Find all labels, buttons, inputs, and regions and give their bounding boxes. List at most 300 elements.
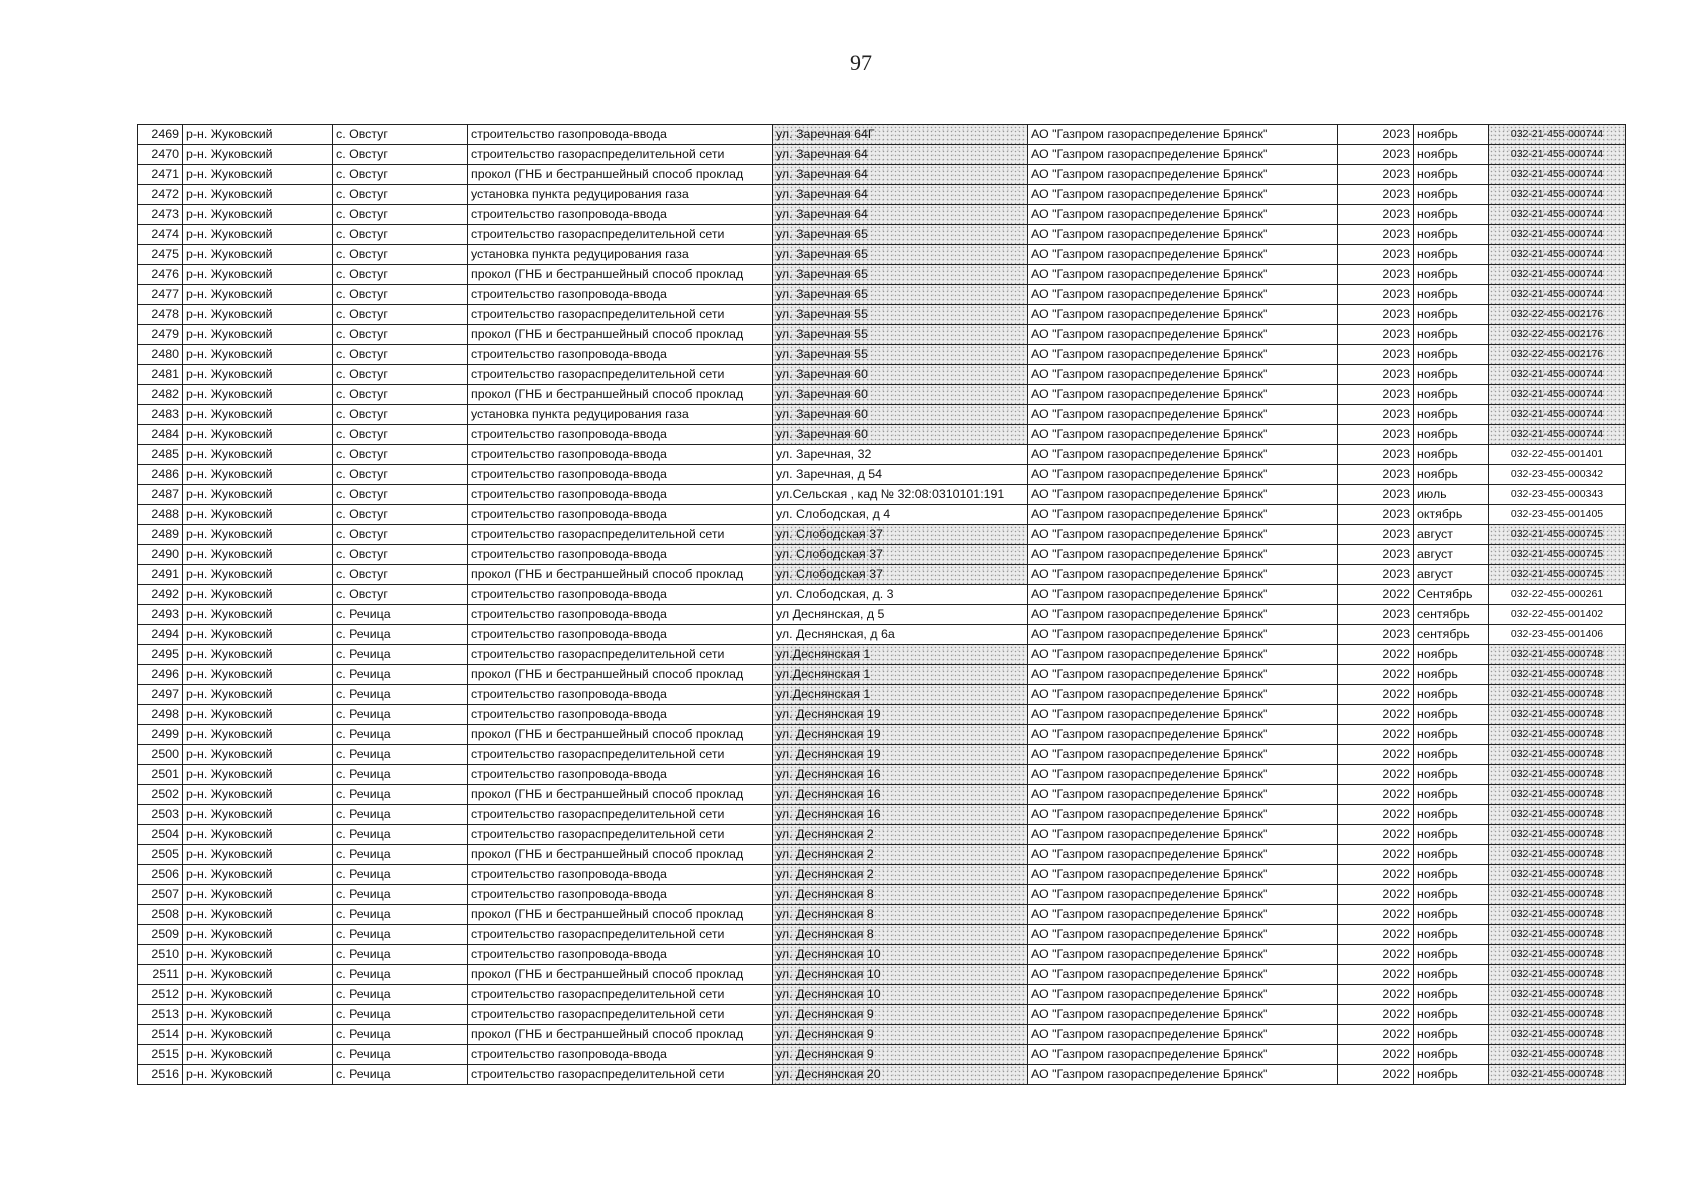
address-cell: ул. Заречная, 32 [773, 445, 1028, 465]
row-number-cell: 2474 [138, 225, 183, 245]
work-type-cell: прокол (ГНБ и бестраншейный способ проклад [468, 785, 773, 805]
address-cell: ул. Деснянская 9 [773, 1045, 1028, 1065]
table-row [138, 225, 1626, 245]
locality-cell: с. Овстуг [333, 245, 468, 265]
year-cell: 2022 [1338, 585, 1414, 605]
address-cell: ул. Заречная 55 [773, 305, 1028, 325]
table-row [138, 765, 1626, 785]
permit-code-cell: 032-21-455-000748 [1489, 665, 1626, 685]
row-number-cell: 2502 [138, 785, 183, 805]
table-row [138, 305, 1626, 325]
year-cell: 2023 [1338, 345, 1414, 365]
month-cell: ноябрь [1414, 1005, 1489, 1025]
address-cell: ул. Деснянская 8 [773, 905, 1028, 925]
row-number-cell: 2498 [138, 705, 183, 725]
address-cell: ул. Заречная 65 [773, 245, 1028, 265]
work-type-cell: строительство газопровода-ввода [468, 425, 773, 445]
organization-cell: АО "Газпром газораспределение Брянск" [1028, 805, 1338, 825]
work-type-cell: строительство газопровода-ввода [468, 685, 773, 705]
locality-cell: с. Речица [333, 685, 468, 705]
month-cell: ноябрь [1414, 425, 1489, 445]
locality-cell: с. Речица [333, 785, 468, 805]
address-cell: ул. Заречная 64 [773, 145, 1028, 165]
locality-cell: с. Речица [333, 705, 468, 725]
organization-cell: АО "Газпром газораспределение Брянск" [1028, 725, 1338, 745]
organization-cell: АО "Газпром газораспределение Брянск" [1028, 565, 1338, 585]
row-number-cell: 2506 [138, 865, 183, 885]
locality-cell: с. Речица [333, 805, 468, 825]
district-cell: р-н. Жуковский [183, 365, 333, 385]
district-cell: р-н. Жуковский [183, 985, 333, 1005]
permit-code-cell: 032-22-455-002176 [1489, 325, 1626, 345]
row-number-cell: 2494 [138, 625, 183, 645]
table-row [138, 965, 1626, 985]
year-cell: 2023 [1338, 365, 1414, 385]
table-row [138, 625, 1626, 645]
table-row [138, 365, 1626, 385]
work-type-cell: строительство газопровода-ввода [468, 465, 773, 485]
work-type-cell: строительство газораспределительной сети [468, 985, 773, 1005]
locality-cell: с. Овстуг [333, 265, 468, 285]
district-cell: р-н. Жуковский [183, 845, 333, 865]
month-cell: ноябрь [1414, 645, 1489, 665]
year-cell: 2022 [1338, 805, 1414, 825]
address-cell: ул. Заречная 64 [773, 185, 1028, 205]
permit-code-cell: 032-21-455-000748 [1489, 965, 1626, 985]
work-type-cell: строительство газораспределительной сети [468, 225, 773, 245]
organization-cell: АО "Газпром газораспределение Брянск" [1028, 225, 1338, 245]
address-cell: ул. Заречная 65 [773, 265, 1028, 285]
locality-cell: с. Речица [333, 645, 468, 665]
year-cell: 2022 [1338, 1065, 1414, 1085]
month-cell: ноябрь [1414, 125, 1489, 145]
organization-cell: АО "Газпром газораспределение Брянск" [1028, 485, 1338, 505]
year-cell: 2022 [1338, 925, 1414, 945]
address-cell: ул. Деснянская 10 [773, 965, 1028, 985]
row-number-cell: 2489 [138, 525, 183, 545]
organization-cell: АО "Газпром газораспределение Брянск" [1028, 705, 1338, 725]
table-row [138, 165, 1626, 185]
district-cell: р-н. Жуковский [183, 645, 333, 665]
year-cell: 2022 [1338, 745, 1414, 765]
organization-cell: АО "Газпром газораспределение Брянск" [1028, 605, 1338, 625]
table-row [138, 725, 1626, 745]
table-row [138, 485, 1626, 505]
locality-cell: с. Речица [333, 1005, 468, 1025]
locality-cell: с. Речица [333, 765, 468, 785]
locality-cell: с. Овстуг [333, 425, 468, 445]
work-type-cell: строительство газопровода-ввода [468, 605, 773, 625]
locality-cell: с. Овстуг [333, 365, 468, 385]
work-type-cell: строительство газопровода-ввода [468, 885, 773, 905]
district-cell: р-н. Жуковский [183, 245, 333, 265]
year-cell: 2023 [1338, 285, 1414, 305]
address-cell: ул. Деснянская 20 [773, 1065, 1028, 1085]
permit-code-cell: 032-22-455-000261 [1489, 585, 1626, 605]
year-cell: 2022 [1338, 945, 1414, 965]
work-type-cell: прокол (ГНБ и бестраншейный способ проклад [468, 325, 773, 345]
permit-code-cell: 032-21-455-000748 [1489, 805, 1626, 825]
address-cell: ул. Деснянская 2 [773, 845, 1028, 865]
organization-cell: АО "Газпром газораспределение Брянск" [1028, 445, 1338, 465]
address-cell: ул. Заречная 64 [773, 165, 1028, 185]
permit-code-cell: 032-21-455-000744 [1489, 405, 1626, 425]
work-type-cell: строительство газопровода-ввода [468, 765, 773, 785]
permit-code-cell: 032-21-455-000744 [1489, 285, 1626, 305]
month-cell: ноябрь [1414, 785, 1489, 805]
work-type-cell: прокол (ГНБ и бестраншейный способ проклад [468, 905, 773, 925]
organization-cell: АО "Газпром газораспределение Брянск" [1028, 165, 1338, 185]
district-cell: р-н. Жуковский [183, 125, 333, 145]
district-cell: р-н. Жуковский [183, 325, 333, 345]
month-cell: ноябрь [1414, 205, 1489, 225]
month-cell: ноябрь [1414, 225, 1489, 245]
permit-code-cell: 032-21-455-000748 [1489, 685, 1626, 705]
row-number-cell: 2504 [138, 825, 183, 845]
organization-cell: АО "Газпром газораспределение Брянск" [1028, 1045, 1338, 1065]
address-cell: ул. Деснянская 9 [773, 1025, 1028, 1045]
district-cell: р-н. Жуковский [183, 285, 333, 305]
permit-code-cell: 032-22-455-001401 [1489, 445, 1626, 465]
address-cell: ул. Слободская, д 4 [773, 505, 1028, 525]
district-cell: р-н. Жуковский [183, 625, 333, 645]
organization-cell: АО "Газпром газораспределение Брянск" [1028, 345, 1338, 365]
table-row [138, 1025, 1626, 1045]
row-number-cell: 2470 [138, 145, 183, 165]
work-type-cell: строительство газопровода-ввода [468, 865, 773, 885]
organization-cell: АО "Газпром газораспределение Брянск" [1028, 945, 1338, 965]
address-cell: ул. Деснянская 2 [773, 865, 1028, 885]
work-type-cell: строительство газопровода-ввода [468, 445, 773, 465]
row-number-cell: 2484 [138, 425, 183, 445]
district-cell: р-н. Жуковский [183, 1045, 333, 1065]
district-cell: р-н. Жуковский [183, 945, 333, 965]
organization-cell: АО "Газпром газораспределение Брянск" [1028, 365, 1338, 385]
year-cell: 2022 [1338, 965, 1414, 985]
year-cell: 2023 [1338, 385, 1414, 405]
registry-table [137, 124, 1626, 1085]
year-cell: 2023 [1338, 325, 1414, 345]
row-number-cell: 2505 [138, 845, 183, 865]
address-cell: ул. Деснянская 16 [773, 805, 1028, 825]
district-cell: р-н. Жуковский [183, 1065, 333, 1085]
address-cell: ул.Деснянская 1 [773, 645, 1028, 665]
district-cell: р-н. Жуковский [183, 345, 333, 365]
year-cell: 2023 [1338, 225, 1414, 245]
organization-cell: АО "Газпром газораспределение Брянск" [1028, 905, 1338, 925]
district-cell: р-н. Жуковский [183, 1025, 333, 1045]
row-number-cell: 2479 [138, 325, 183, 345]
row-number-cell: 2511 [138, 965, 183, 985]
district-cell: р-н. Жуковский [183, 725, 333, 745]
month-cell: ноябрь [1414, 345, 1489, 365]
organization-cell: АО "Газпром газораспределение Брянск" [1028, 825, 1338, 845]
row-number-cell: 2499 [138, 725, 183, 745]
locality-cell: с. Речица [333, 965, 468, 985]
address-cell: ул. Заречная 64Г [773, 125, 1028, 145]
permit-code-cell: 032-21-455-000744 [1489, 185, 1626, 205]
month-cell: ноябрь [1414, 305, 1489, 325]
permit-code-cell: 032-23-455-000342 [1489, 465, 1626, 485]
organization-cell: АО "Газпром газораспределение Брянск" [1028, 885, 1338, 905]
work-type-cell: установка пункта редуцирования газа [468, 185, 773, 205]
district-cell: р-н. Жуковский [183, 165, 333, 185]
district-cell: р-н. Жуковский [183, 505, 333, 525]
organization-cell: АО "Газпром газораспределение Брянск" [1028, 505, 1338, 525]
locality-cell: с. Речица [333, 745, 468, 765]
district-cell: р-н. Жуковский [183, 665, 333, 685]
month-cell: ноябрь [1414, 705, 1489, 725]
address-cell: ул. Слободская 37 [773, 525, 1028, 545]
row-number-cell: 2516 [138, 1065, 183, 1085]
table-row [138, 545, 1626, 565]
table-row [138, 525, 1626, 545]
row-number-cell: 2490 [138, 545, 183, 565]
month-cell: ноябрь [1414, 185, 1489, 205]
month-cell: октябрь [1414, 505, 1489, 525]
district-cell: р-н. Жуковский [183, 745, 333, 765]
table-row [138, 805, 1626, 825]
work-type-cell: установка пункта редуцирования газа [468, 405, 773, 425]
work-type-cell: прокол (ГНБ и бестраншейный способ проклад [468, 725, 773, 745]
permit-code-cell: 032-21-455-000745 [1489, 545, 1626, 565]
table-row [138, 145, 1626, 165]
permit-code-cell: 032-21-455-000748 [1489, 845, 1626, 865]
page-number: 97 [850, 50, 872, 75]
address-cell: ул. Деснянская 10 [773, 985, 1028, 1005]
work-type-cell: строительство газораспределительной сети [468, 805, 773, 825]
row-number-cell: 2476 [138, 265, 183, 285]
row-number-cell: 2475 [138, 245, 183, 265]
permit-code-cell: 032-21-455-000748 [1489, 725, 1626, 745]
locality-cell: с. Овстуг [333, 485, 468, 505]
row-number-cell: 2488 [138, 505, 183, 525]
address-cell: ул. Заречная 60 [773, 405, 1028, 425]
row-number-cell: 2501 [138, 765, 183, 785]
locality-cell: с. Речица [333, 665, 468, 685]
organization-cell: АО "Газпром газораспределение Брянск" [1028, 385, 1338, 405]
work-type-cell: строительство газораспределительной сети [468, 745, 773, 765]
table-row [138, 405, 1626, 425]
row-number-cell: 2477 [138, 285, 183, 305]
district-cell: р-н. Жуковский [183, 825, 333, 845]
locality-cell: с. Речица [333, 845, 468, 865]
organization-cell: АО "Газпром газораспределение Брянск" [1028, 465, 1338, 485]
organization-cell: АО "Газпром газораспределение Брянск" [1028, 425, 1338, 445]
district-cell: р-н. Жуковский [183, 925, 333, 945]
district-cell: р-н. Жуковский [183, 405, 333, 425]
row-number-cell: 2495 [138, 645, 183, 665]
permit-code-cell: 032-23-455-001405 [1489, 505, 1626, 525]
locality-cell: с. Овстуг [333, 165, 468, 185]
locality-cell: с. Овстуг [333, 185, 468, 205]
table-row [138, 705, 1626, 725]
year-cell: 2023 [1338, 205, 1414, 225]
year-cell: 2022 [1338, 1025, 1414, 1045]
district-cell: р-н. Жуковский [183, 965, 333, 985]
work-type-cell: строительство газопровода-ввода [468, 485, 773, 505]
table-row [138, 885, 1626, 905]
table-row [138, 325, 1626, 345]
table-body [138, 125, 1626, 1085]
district-cell: р-н. Жуковский [183, 185, 333, 205]
table-row [138, 1065, 1626, 1085]
row-number-cell: 2514 [138, 1025, 183, 1045]
table-row [138, 565, 1626, 585]
year-cell: 2023 [1338, 465, 1414, 485]
work-type-cell: прокол (ГНБ и бестраншейный способ проклад [468, 565, 773, 585]
permit-code-cell: 032-21-455-000744 [1489, 145, 1626, 165]
organization-cell: АО "Газпром газораспределение Брянск" [1028, 285, 1338, 305]
year-cell: 2023 [1338, 125, 1414, 145]
address-cell: ул.Деснянская 1 [773, 665, 1028, 685]
table-row [138, 945, 1626, 965]
table-row [138, 445, 1626, 465]
year-cell: 2022 [1338, 885, 1414, 905]
address-cell: ул. Деснянская 19 [773, 745, 1028, 765]
month-cell: ноябрь [1414, 1045, 1489, 1065]
year-cell: 2023 [1338, 565, 1414, 585]
row-number-cell: 2500 [138, 745, 183, 765]
permit-code-cell: 032-21-455-000748 [1489, 905, 1626, 925]
year-cell: 2023 [1338, 305, 1414, 325]
organization-cell: АО "Газпром газораспределение Брянск" [1028, 965, 1338, 985]
table-row [138, 645, 1626, 665]
locality-cell: с. Речица [333, 905, 468, 925]
address-cell: ул.Сельская , кад № 32:08:0310101:191 [773, 485, 1028, 505]
district-cell: р-н. Жуковский [183, 605, 333, 625]
month-cell: август [1414, 565, 1489, 585]
table-row [138, 585, 1626, 605]
organization-cell: АО "Газпром газораспределение Брянск" [1028, 585, 1338, 605]
district-cell: р-н. Жуковский [183, 385, 333, 405]
month-cell: ноябрь [1414, 1065, 1489, 1085]
locality-cell: с. Овстуг [333, 465, 468, 485]
permit-code-cell: 032-22-455-001402 [1489, 605, 1626, 625]
row-number-cell: 2497 [138, 685, 183, 705]
work-type-cell: строительство газопровода-ввода [468, 705, 773, 725]
district-cell: р-н. Жуковский [183, 445, 333, 465]
locality-cell: с. Овстуг [333, 565, 468, 585]
table-row [138, 745, 1626, 765]
district-cell: р-н. Жуковский [183, 305, 333, 325]
table-row [138, 605, 1626, 625]
locality-cell: с. Речица [333, 1025, 468, 1045]
row-number-cell: 2510 [138, 945, 183, 965]
district-cell: р-н. Жуковский [183, 145, 333, 165]
work-type-cell: строительство газораспределительной сети [468, 925, 773, 945]
organization-cell: АО "Газпром газораспределение Брянск" [1028, 845, 1338, 865]
row-number-cell: 2496 [138, 665, 183, 685]
district-cell: р-н. Жуковский [183, 805, 333, 825]
work-type-cell: строительство газораспределительной сети [468, 1005, 773, 1025]
year-cell: 2022 [1338, 725, 1414, 745]
month-cell: ноябрь [1414, 265, 1489, 285]
row-number-cell: 2472 [138, 185, 183, 205]
year-cell: 2022 [1338, 665, 1414, 685]
organization-cell: АО "Газпром газораспределение Брянск" [1028, 665, 1338, 685]
organization-cell: АО "Газпром газораспределение Брянск" [1028, 685, 1338, 705]
district-cell: р-н. Жуковский [183, 1005, 333, 1025]
month-cell: ноябрь [1414, 985, 1489, 1005]
table-row [138, 1005, 1626, 1025]
address-cell: ул. Слободская 37 [773, 545, 1028, 565]
address-cell: ул. Заречная 55 [773, 345, 1028, 365]
organization-cell: АО "Газпром газораспределение Брянск" [1028, 925, 1338, 945]
table-row [138, 265, 1626, 285]
month-cell: август [1414, 545, 1489, 565]
organization-cell: АО "Газпром газораспределение Брянск" [1028, 525, 1338, 545]
address-cell: ул. Деснянская 19 [773, 705, 1028, 725]
permit-code-cell: 032-21-455-000748 [1489, 945, 1626, 965]
table-row [138, 425, 1626, 445]
work-type-cell: прокол (ГНБ и бестраншейный способ проклад [468, 965, 773, 985]
permit-code-cell: 032-21-455-000748 [1489, 1045, 1626, 1065]
year-cell: 2023 [1338, 605, 1414, 625]
year-cell: 2022 [1338, 865, 1414, 885]
year-cell: 2023 [1338, 545, 1414, 565]
table-row [138, 685, 1626, 705]
month-cell: сентябрь [1414, 625, 1489, 645]
locality-cell: с. Речица [333, 725, 468, 745]
locality-cell: с. Овстуг [333, 125, 468, 145]
table-row [138, 985, 1626, 1005]
locality-cell: с. Овстуг [333, 585, 468, 605]
work-type-cell: строительство газопровода-ввода [468, 205, 773, 225]
locality-cell: с. Речица [333, 825, 468, 845]
address-cell: ул. Деснянская 9 [773, 1005, 1028, 1025]
row-number-cell: 2492 [138, 585, 183, 605]
address-cell: ул. Деснянская 10 [773, 945, 1028, 965]
table-row [138, 825, 1626, 845]
row-number-cell: 2481 [138, 365, 183, 385]
address-cell: ул. Заречная 65 [773, 225, 1028, 245]
permit-code-cell: 032-21-455-000744 [1489, 165, 1626, 185]
work-type-cell: строительство газопровода-ввода [468, 1045, 773, 1065]
permit-code-cell: 032-21-455-000745 [1489, 565, 1626, 585]
month-cell: ноябрь [1414, 445, 1489, 465]
row-number-cell: 2469 [138, 125, 183, 145]
address-cell: ул. Деснянская 16 [773, 785, 1028, 805]
row-number-cell: 2471 [138, 165, 183, 185]
year-cell: 2023 [1338, 485, 1414, 505]
address-cell: ул. Деснянская 8 [773, 885, 1028, 905]
district-cell: р-н. Жуковский [183, 765, 333, 785]
locality-cell: с. Овстуг [333, 205, 468, 225]
permit-code-cell: 032-21-455-000748 [1489, 785, 1626, 805]
month-cell: ноябрь [1414, 725, 1489, 745]
row-number-cell: 2480 [138, 345, 183, 365]
permit-code-cell: 032-21-455-000744 [1489, 265, 1626, 285]
permit-code-cell: 032-21-455-000748 [1489, 645, 1626, 665]
month-cell: ноябрь [1414, 905, 1489, 925]
year-cell: 2023 [1338, 425, 1414, 445]
organization-cell: АО "Газпром газораспределение Брянск" [1028, 645, 1338, 665]
year-cell: 2022 [1338, 825, 1414, 845]
permit-code-cell: 032-21-455-000744 [1489, 125, 1626, 145]
year-cell: 2022 [1338, 645, 1414, 665]
locality-cell: с. Речица [333, 925, 468, 945]
table-row [138, 845, 1626, 865]
district-cell: р-н. Жуковский [183, 905, 333, 925]
permit-code-cell: 032-21-455-000748 [1489, 885, 1626, 905]
locality-cell: с. Овстуг [333, 385, 468, 405]
district-cell: р-н. Жуковский [183, 265, 333, 285]
work-type-cell: строительство газораспределительной сети [468, 525, 773, 545]
row-number-cell: 2491 [138, 565, 183, 585]
organization-cell: АО "Газпром газораспределение Брянск" [1028, 1005, 1338, 1025]
month-cell: ноябрь [1414, 145, 1489, 165]
